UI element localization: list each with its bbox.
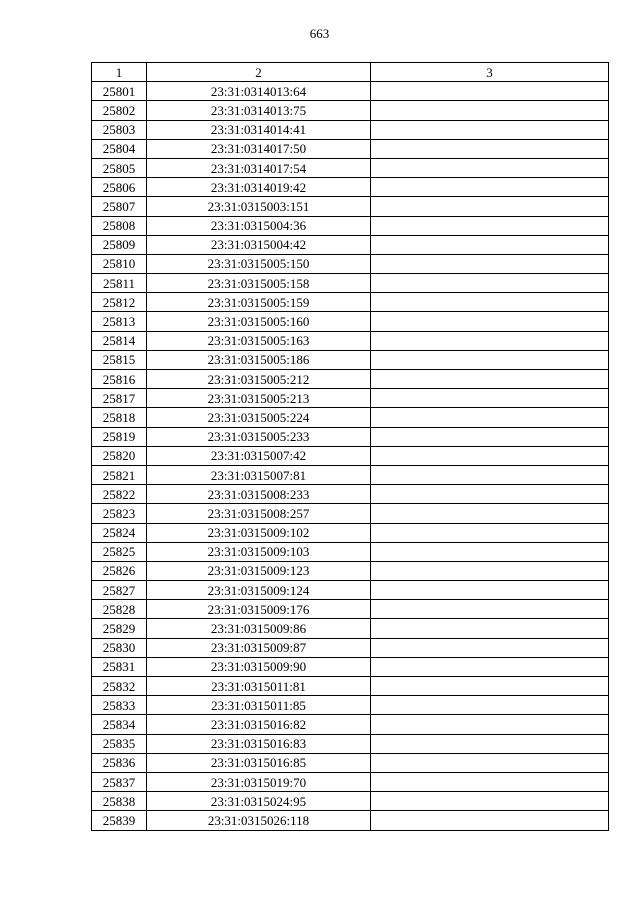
cadastral-number-cell: 23:31:0314013:64 [147,82,371,101]
row-number-cell: 25819 [92,427,147,446]
cadastral-number-cell: 23:31:0315011:81 [147,677,371,696]
table-row [92,389,609,408]
row-number-cell: 25807 [92,197,147,216]
cadastral-number-cell: 23:31:0315004:36 [147,216,371,235]
table-row [92,293,609,312]
cadastral-number-cell: 23:31:0315005:233 [147,427,371,446]
table-row [92,638,609,657]
row-number-cell: 25825 [92,542,147,561]
cadastral-number-cell: 23:31:0315016:83 [147,734,371,753]
table-row [92,657,609,676]
cadastral-number-cell: 23:31:0315009:176 [147,600,371,619]
note-cell [371,178,609,197]
row-number-cell: 25823 [92,504,147,523]
registry-table [91,62,609,831]
row-number-cell: 25838 [92,792,147,811]
note-cell [371,753,609,772]
header-cell-column-2: 2 [147,63,371,82]
table-row [92,600,609,619]
note-cell [371,523,609,542]
row-number-cell: 25816 [92,370,147,389]
cadastral-number-cell: 23:31:0315005:160 [147,312,371,331]
table-row [92,120,609,139]
header-cell-column-3: 3 [371,63,609,82]
row-number-cell: 25812 [92,293,147,312]
row-number-cell: 25820 [92,446,147,465]
row-number-cell: 25834 [92,715,147,734]
cadastral-number-cell: 23:31:0315009:124 [147,581,371,600]
row-number-cell: 25802 [92,101,147,120]
row-number-cell: 25815 [92,350,147,369]
cadastral-number-cell: 23:31:0315011:85 [147,696,371,715]
table-row [92,792,609,811]
note-cell [371,600,609,619]
cadastral-number-cell: 23:31:0315009:123 [147,561,371,580]
table-row [92,811,609,830]
table-row [92,561,609,580]
note-cell [371,274,609,293]
cadastral-number-cell: 23:31:0315005:186 [147,350,371,369]
row-number-cell: 25832 [92,677,147,696]
table-row [92,312,609,331]
table-row [92,677,609,696]
page-number: 663 [309,26,330,41]
row-number-cell: 25828 [92,600,147,619]
cadastral-number-cell: 23:31:0315005:158 [147,274,371,293]
note-cell [371,581,609,600]
note-cell [371,389,609,408]
table-row [92,542,609,561]
note-cell [371,811,609,830]
cadastral-number-cell: 23:31:0315009:90 [147,657,371,676]
table-row [92,427,609,446]
table-row [92,715,609,734]
table-row [92,254,609,273]
cadastral-number-cell: 23:31:0315005:163 [147,331,371,350]
note-cell [371,638,609,657]
table-row [92,504,609,523]
table-row [92,370,609,389]
note-cell [371,158,609,177]
cadastral-number-cell: 23:31:0315005:212 [147,370,371,389]
cadastral-number-cell: 23:31:0315024:95 [147,792,371,811]
note-cell [371,446,609,465]
note-cell [371,792,609,811]
row-number-cell: 25801 [92,82,147,101]
cadastral-number-cell: 23:31:0315007:81 [147,465,371,484]
note-cell [371,504,609,523]
cadastral-number-cell: 23:31:0315026:118 [147,811,371,830]
row-number-cell: 25839 [92,811,147,830]
row-number-cell: 25814 [92,331,147,350]
row-number-cell: 25811 [92,274,147,293]
cadastral-number-cell: 23:31:0315007:42 [147,446,371,465]
table-row [92,523,609,542]
note-cell [371,715,609,734]
table-row [92,350,609,369]
table-row [92,274,609,293]
note-cell [371,101,609,120]
row-number-cell: 25836 [92,753,147,772]
table-row [92,197,609,216]
cadastral-number-cell: 23:31:0315016:82 [147,715,371,734]
table-row [92,696,609,715]
cadastral-number-cell: 23:31:0314017:54 [147,158,371,177]
cadastral-number-cell: 23:31:0315005:224 [147,408,371,427]
row-number-cell: 25805 [92,158,147,177]
note-cell [371,293,609,312]
cadastral-number-cell: 23:31:0315019:70 [147,772,371,791]
table-row [92,772,609,791]
note-cell [371,696,609,715]
table-row [92,485,609,504]
table-row [92,139,609,158]
header-row [92,63,609,82]
note-cell [371,254,609,273]
row-number-cell: 25827 [92,581,147,600]
note-cell [371,408,609,427]
row-number-cell: 25822 [92,485,147,504]
table-row [92,82,609,101]
table-row [92,216,609,235]
table-row [92,465,609,484]
row-number-cell: 25803 [92,120,147,139]
cadastral-number-cell: 23:31:0315004:42 [147,235,371,254]
note-cell [371,216,609,235]
note-cell [371,772,609,791]
table-row [92,408,609,427]
table-header [92,63,609,82]
row-number-cell: 25810 [92,254,147,273]
note-cell [371,350,609,369]
row-number-cell: 25833 [92,696,147,715]
note-cell [371,139,609,158]
note-cell [371,312,609,331]
table-row [92,619,609,638]
header-cell-column-1: 1 [92,63,147,82]
cadastral-number-cell: 23:31:0315009:87 [147,638,371,657]
note-cell [371,331,609,350]
row-number-cell: 25824 [92,523,147,542]
table-row [92,446,609,465]
note-cell [371,235,609,254]
cadastral-number-cell: 23:31:0315008:257 [147,504,371,523]
cadastral-number-cell: 23:31:0315008:233 [147,485,371,504]
cadastral-number-cell: 23:31:0315005:159 [147,293,371,312]
cadastral-number-cell: 23:31:0315009:103 [147,542,371,561]
note-cell [371,657,609,676]
row-number-cell: 25831 [92,657,147,676]
table-row [92,101,609,120]
table-row [92,158,609,177]
row-number-cell: 25830 [92,638,147,657]
note-cell [371,197,609,216]
row-number-cell: 25813 [92,312,147,331]
cadastral-number-cell: 23:31:0314013:75 [147,101,371,120]
row-number-cell: 25804 [92,139,147,158]
note-cell [371,677,609,696]
table-row [92,753,609,772]
row-number-cell: 25829 [92,619,147,638]
row-number-cell: 25808 [92,216,147,235]
cadastral-number-cell: 23:31:0314017:50 [147,139,371,158]
note-cell [371,82,609,101]
cadastral-number-cell: 23:31:0315005:150 [147,254,371,273]
row-number-cell: 25806 [92,178,147,197]
cadastral-number-cell: 23:31:0314014:41 [147,120,371,139]
cadastral-number-cell: 23:31:0315003:151 [147,197,371,216]
cadastral-number-cell: 23:31:0315005:213 [147,389,371,408]
row-number-cell: 25818 [92,408,147,427]
note-cell [371,619,609,638]
table-row [92,235,609,254]
note-cell [371,427,609,446]
table-row [92,581,609,600]
note-cell [371,485,609,504]
note-cell [371,120,609,139]
cadastral-number-cell: 23:31:0315009:86 [147,619,371,638]
note-cell [371,370,609,389]
row-number-cell: 25837 [92,772,147,791]
cadastral-number-cell: 23:31:0314019:42 [147,178,371,197]
row-number-cell: 25835 [92,734,147,753]
cadastral-number-cell: 23:31:0315016:85 [147,753,371,772]
table-row [92,178,609,197]
row-number-cell: 25817 [92,389,147,408]
note-cell [371,734,609,753]
row-number-cell: 25821 [92,465,147,484]
table-body [92,82,609,830]
note-cell [371,465,609,484]
table-row [92,331,609,350]
row-number-cell: 25809 [92,235,147,254]
row-number-cell: 25826 [92,561,147,580]
note-cell [371,561,609,580]
table-row [92,734,609,753]
note-cell [371,542,609,561]
cadastral-number-cell: 23:31:0315009:102 [147,523,371,542]
